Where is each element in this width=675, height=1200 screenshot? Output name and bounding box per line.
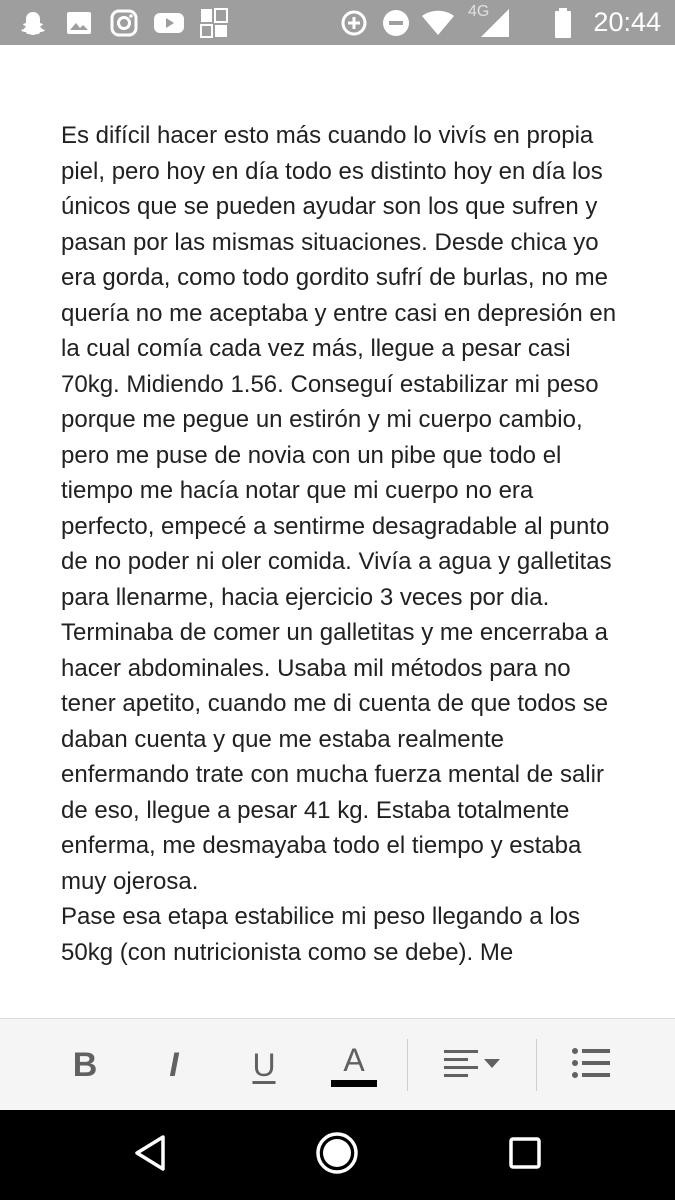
italic-label: I [169, 1045, 179, 1084]
toolbar-divider [536, 1039, 537, 1091]
toolbar-divider [407, 1039, 408, 1091]
bold-button[interactable] [55, 1019, 115, 1111]
do-not-disturb-icon [380, 0, 412, 45]
image-icon [64, 0, 94, 45]
bulleted-list-button[interactable] [560, 1019, 622, 1111]
wifi-icon [420, 0, 456, 45]
italic-button[interactable] [144, 1019, 204, 1111]
text-color-swatch [331, 1080, 377, 1087]
network-type: 4G [468, 3, 490, 20]
back-triangle-icon [133, 1134, 167, 1177]
battery-icon [552, 0, 574, 45]
signal-icon [464, 0, 514, 45]
align-left-icon [444, 1048, 480, 1083]
align-dropdown-button[interactable] [436, 1019, 508, 1111]
recents-button[interactable] [485, 1110, 565, 1200]
youtube-icon [152, 0, 186, 45]
bulleted-list-icon [572, 1047, 610, 1084]
clock: 20:44 [593, 7, 661, 37]
instagram-icon [108, 0, 140, 45]
paragraph[interactable]: Pase esa etapa estabilice mi peso llegando a los 50kg (con nutricionista como se debe). Me [61, 903, 580, 966]
text-color-label: A [343, 1042, 365, 1078]
back-button[interactable] [110, 1110, 190, 1200]
paragraph[interactable]: Es difícil hacer esto más cuando lo vivís en propia piel, pero hoy en día todo es distinto hoy en día los únicos que se pueden ayudar son los que sufren y pasan por las mismas situaciones. Desde chica yo era gorda, como todo gordito sufrí de burlas, no me quería no me aceptaba y entre casi en depresión en la cual comía cada vez más, llegue a pesar casi 70kg. Midiendo 1.56. Conseguí estabilizar mi peso porque me pegue un estirón y mi cuerpo cambio, pero me puse de novia con un pibe que todo el tiempo me hacía notar que mi cuerpo no era perfecto, empecé a sentirme desagradable al punto de no poder ni oler comida. Vivía a agua y galletitas para llenarme, hacia ejercicio 3 veces por dia. Terminaba de comer un galletitas y me encerraba a hacer abdominales. Usaba mil métodos para no tener apetito, cuando me di cuenta de que todos se daban cuenta y que me estaba realmente enfermando trate con mucha fuerza mental de salir de eso, llegue a pesar 41 kg. Estaba totalmente enferma, me desmayaba todo el tiempo y estaba muy ojerosa. [61, 122, 617, 895]
underline-button[interactable] [234, 1019, 294, 1111]
recents-square-icon [508, 1136, 542, 1175]
text-color-button[interactable] [324, 1019, 384, 1111]
chevron-down-icon [484, 1056, 500, 1074]
navigation-bar [0, 1110, 675, 1200]
formatting-toolbar [0, 1018, 675, 1111]
underline-label: U [252, 1046, 276, 1083]
bold-label: B [72, 1045, 98, 1084]
snapchat-icon [16, 0, 50, 45]
home-circle-icon [315, 1131, 359, 1180]
data-saver-icon [338, 0, 370, 45]
status-bar [0, 0, 675, 45]
document-text[interactable] [61, 118, 621, 970]
app-icon [198, 0, 230, 45]
document-editor[interactable] [0, 45, 675, 1018]
home-button[interactable] [297, 1110, 377, 1200]
